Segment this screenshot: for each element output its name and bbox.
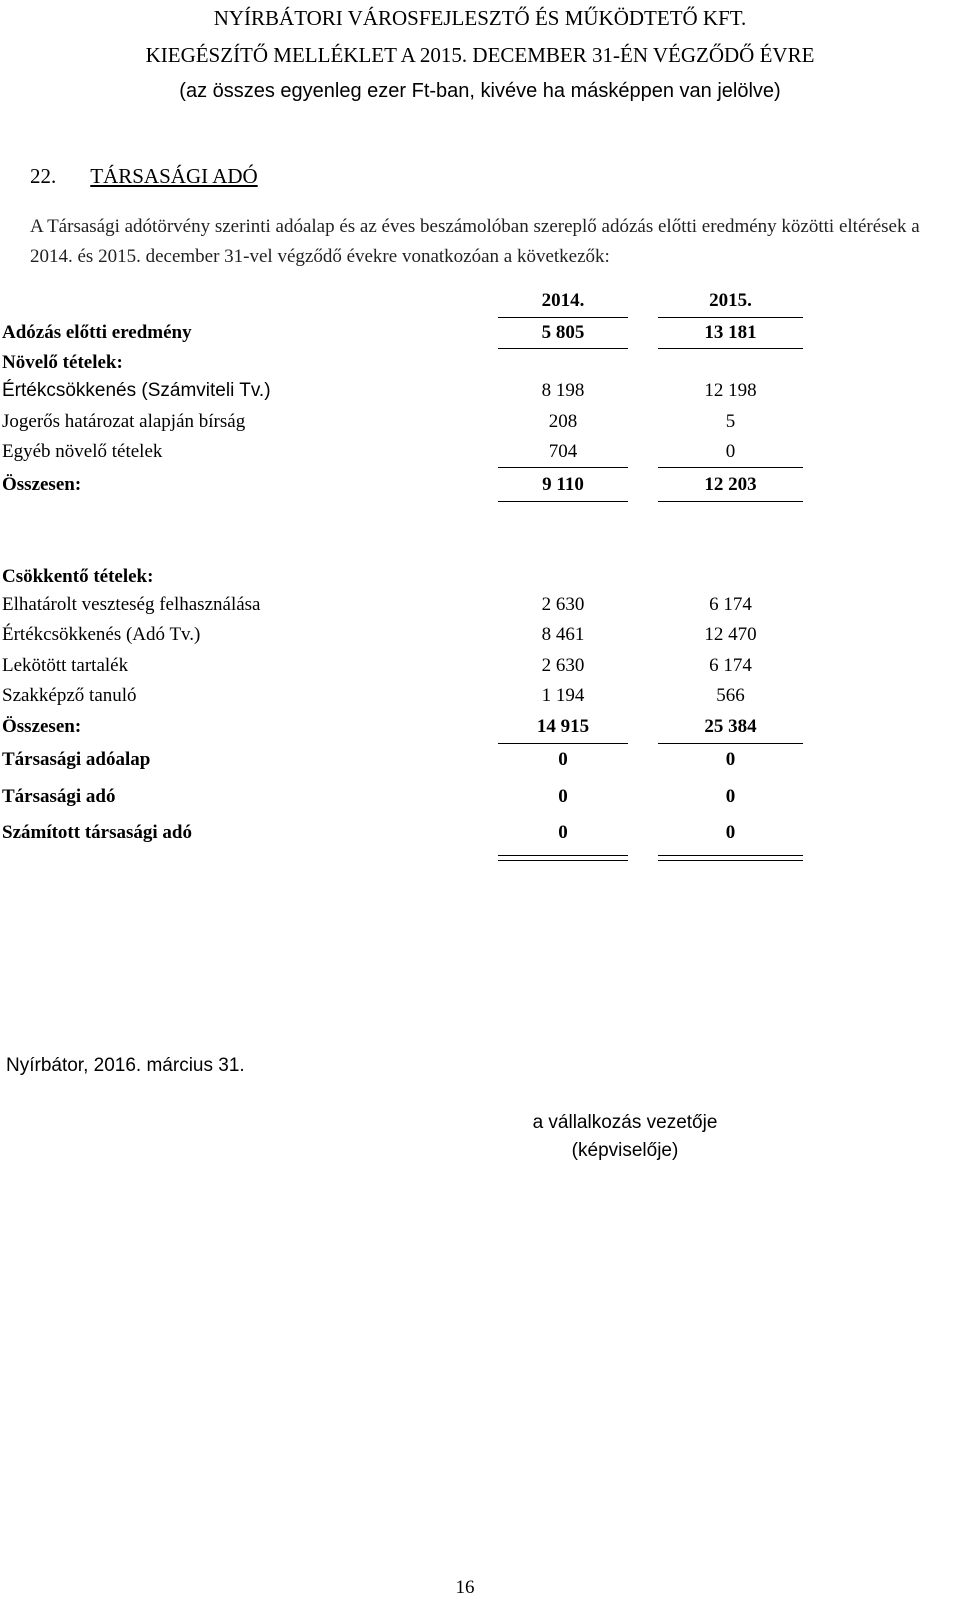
value-2014: 208 (548, 411, 578, 432)
row-label: Értékcsökkenés (Számviteli Tv.) (2, 380, 271, 401)
decreasing-items-heading (0, 566, 960, 592)
table-row (0, 441, 960, 467)
subtotal-line-2014 (498, 467, 628, 468)
value-2014: 2 630 (541, 655, 585, 676)
value-2015: 0 (725, 441, 736, 462)
value-2014: 8 461 (541, 624, 585, 645)
value-2015: 13 181 (704, 322, 757, 343)
value-2014: 704 (548, 441, 578, 462)
value-2014: 14 915 (536, 716, 590, 737)
table-row (0, 380, 960, 406)
row-label: Értékcsökkenés (Adó Tv.) (2, 624, 201, 645)
table-row (0, 624, 960, 650)
signature-subtitle: (képviselője) (571, 1140, 679, 1161)
table-row (0, 685, 960, 711)
row-label: Növelő tételek: (2, 352, 123, 373)
subtotal-line-2015 (658, 467, 803, 468)
signature-title: a vállalkozás vezetője (532, 1112, 718, 1133)
table-row (0, 594, 960, 620)
place-and-date: Nyírbátor, 2016. március 31. (6, 1055, 245, 1076)
double-underline-2014 (498, 855, 628, 861)
row-label: Jogerős határozat alapján bírság (2, 411, 246, 432)
document-subtitle: KIEGÉSZÍTŐ MELLÉKLET A 2015. DECEMBER 31-ÉN VÉGZŐDŐ ÉVRE (145, 43, 815, 67)
calculated-tax-row (0, 822, 960, 848)
corporate-tax-row (0, 786, 960, 812)
decreasing-total-row (0, 716, 960, 742)
value-2014: 0 (558, 749, 568, 770)
total-underline-2014 (498, 501, 628, 502)
increasing-items-heading (0, 352, 960, 378)
header-underline-2015 (658, 317, 803, 318)
section-intro: A Társasági adótörvény szerinti adóalap és az éves beszámolóban szereplő adózás előtti eredmény közötti eltérések a 2014. és 2015. december 31-vel végződő évekre vonatkozóan a következők: (30, 216, 920, 267)
row-label: Adózás előtti eredmény (2, 322, 192, 343)
value-2014: 2 630 (541, 594, 585, 615)
increasing-total-row (0, 474, 960, 500)
column-header-2014: 2014. (541, 290, 585, 311)
value-2015: 25 384 (704, 716, 757, 737)
total-underline-2014 (498, 743, 628, 744)
column-header-row (0, 290, 960, 316)
value-2014: 5 805 (541, 322, 585, 343)
table-row (0, 411, 960, 437)
row-label: Csökkentő tételek: (2, 566, 154, 587)
tax-base-row (0, 749, 960, 775)
value-2014: 0 (558, 822, 568, 843)
page-number: 16 (455, 1577, 475, 1598)
row-label: Szakképző tanuló (2, 685, 137, 706)
row-label: Összesen: (2, 474, 82, 495)
value-2015: 0 (725, 822, 736, 843)
header-underline-2014 (498, 317, 628, 318)
row-label: Egyéb növelő tételek (2, 441, 163, 462)
currency-note: (az összes egyenleg ezer Ft-ban, kivéve ha másképpen van jelölve) (179, 80, 781, 102)
row-label: Összesen: (2, 716, 82, 737)
table-row (0, 655, 960, 681)
value-2014: 0 (558, 786, 568, 807)
value-2015: 5 (725, 411, 736, 432)
section-heading (30, 164, 258, 189)
value-2015: 0 (725, 786, 736, 807)
column-header-2015: 2015. (709, 290, 752, 311)
double-underline-2015 (658, 855, 803, 861)
row-label: Lekötött tartalék (2, 655, 129, 676)
value-2015: 12 198 (704, 380, 757, 401)
section-title: TÁRSASÁGI ADÓ (90, 164, 258, 188)
pre-tax-underline-2015 (658, 348, 803, 349)
value-2015: 6 174 (709, 594, 752, 615)
value-2015: 12 470 (704, 624, 757, 645)
section-number: 22. (30, 164, 57, 188)
company-name: NYÍRBÁTORI VÁROSFEJLESZTŐ ÉS MŰKÖDTETŐ KFT. (213, 6, 747, 30)
value-2014: 9 110 (542, 474, 584, 495)
total-underline-2015 (658, 501, 803, 502)
value-2015: 566 (716, 685, 745, 706)
row-label: Társasági adó (2, 786, 116, 807)
pre-tax-result-row (0, 322, 960, 348)
pre-tax-underline-2014 (498, 348, 628, 349)
total-underline-2015 (658, 743, 803, 744)
value-2015: 12 203 (704, 474, 757, 495)
value-2015: 6 174 (709, 655, 752, 676)
value-2014: 1 194 (541, 685, 585, 706)
row-label: Elhatárolt veszteség felhasználása (2, 594, 261, 615)
value-2014: 8 198 (541, 380, 585, 401)
row-label: Számított társasági adó (2, 822, 192, 843)
value-2015: 0 (725, 749, 736, 770)
row-label: Társasági adóalap (2, 749, 151, 770)
